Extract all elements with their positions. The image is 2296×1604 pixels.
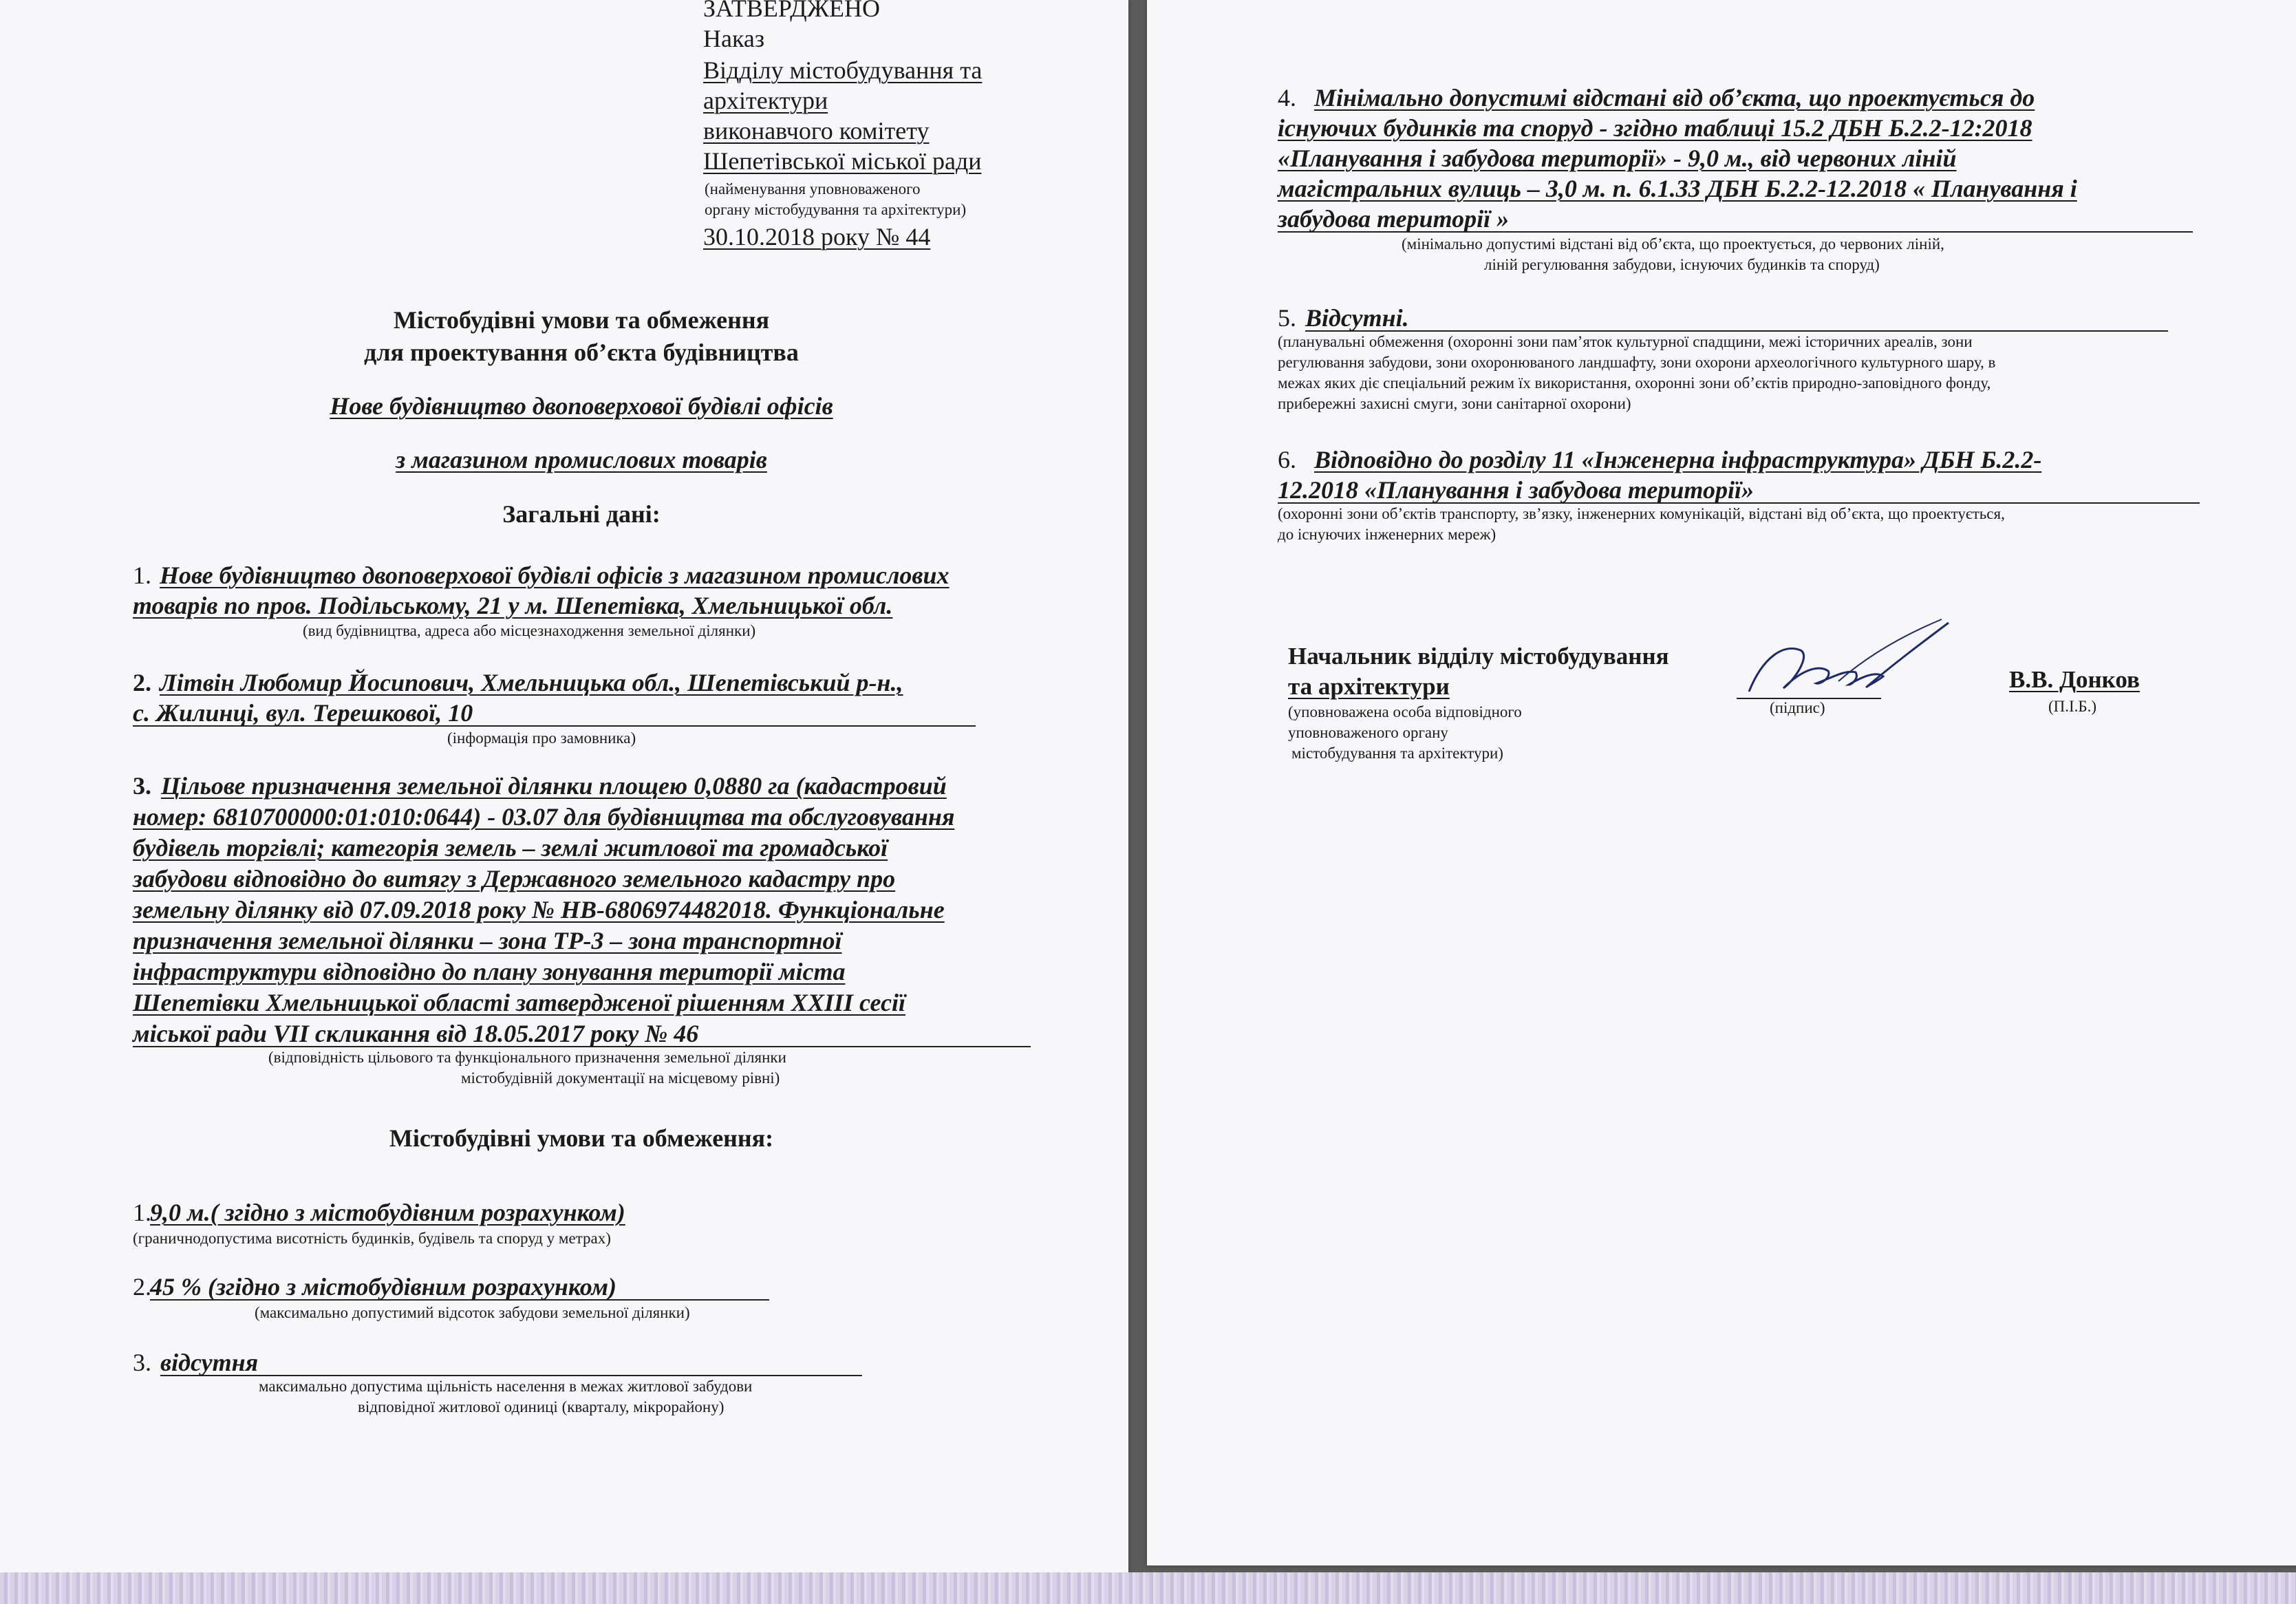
item1-line2: товарів по пров. Подільському, 21 у м. Шепетівка, Хмельницької обл.	[133, 592, 893, 619]
item6-caption2: до існуючих інженерних мереж)	[1278, 526, 1496, 543]
item4-line4: магістральних вулиць – 3,0 м. п. 6.1.33 ДБН Б.2.2-12.2018 « Планування і	[1278, 175, 2077, 202]
item4-number: 4.	[1278, 84, 1296, 111]
item1-line1: Нове будівництво двоповерхової будівлі офісів з магазином промислових	[160, 562, 949, 589]
item3-line6: призначення земельної ділянки – зона ТР-3 – зона транспортної	[133, 927, 842, 954]
condition1-caption: (граничнодопустима висотність будинків, будівель та споруд у метрах)	[133, 1230, 611, 1247]
approval-authority-caption1: (найменування уповноваженого	[705, 180, 921, 197]
condition3-number: 3.	[133, 1349, 151, 1376]
object-name-line2: з магазином промислових товарів	[396, 446, 767, 473]
item4-line1: Мінімально допустимі відстані від об’єкта, що проектується до	[1314, 84, 2035, 111]
condition2-caption: (максимально допустимий відсоток забудови земельної ділянки)	[255, 1304, 690, 1321]
approval-date-number: 30.10.2018 року № 44	[703, 223, 931, 250]
signature-caption: (підпис)	[1770, 699, 1825, 716]
document-page-right	[1147, 0, 2296, 1565]
conditions-heading: Містобудівні умови та обмеження:	[389, 1124, 774, 1152]
item6-caption1: (охоронні зони об’єктів транспорту, зв’язку, інженерних комунікацій, відстані від об’єкта, що проектується,	[1278, 505, 2005, 522]
condition1-value: 9,0 м.( згідно з містобудівним розрахунком)	[150, 1199, 625, 1226]
item6-line2: 12.2018 «Планування і забудова території»	[1278, 475, 2200, 504]
item2-caption: (інформація про замовника)	[447, 729, 636, 747]
approval-authority-line1: Відділу містобудування та	[703, 56, 983, 84]
condition3-caption2: відповідної житлової одиниці (кварталу, мікрорайону)	[358, 1398, 725, 1415]
general-data-heading: Загальні дані:	[502, 500, 661, 528]
scan-bottom-edge	[0, 1572, 2296, 1604]
condition3-value: відсутня	[160, 1347, 862, 1376]
signatory-name-caption: (П.І.Б.)	[2048, 698, 2097, 715]
item3-number: 3.	[133, 772, 151, 800]
item3-line1: Цільове призначення земельної ділянки площею 0,0880 га (кадастровий	[161, 772, 947, 800]
item3-caption1: (відповідність цільового та функціонального призначення земельної ділянки	[268, 1049, 786, 1066]
item3-line5: земельну ділянку від 07.09.2018 року № НВ-6806974482018. Функціональне	[133, 896, 945, 923]
item3-caption2: містобудівній документації на місцевому рівні)	[461, 1069, 780, 1087]
item5-value: Відсутні.	[1305, 303, 2168, 332]
document-title-line1: Містобудівні умови та обмеження	[393, 306, 770, 334]
approval-stamp-heading: ЗАТВЕРДЖЕНО	[703, 0, 880, 22]
handwritten-signature	[1735, 616, 1962, 705]
item5-number: 5.	[1278, 304, 1296, 332]
signatory-caption3: містобудування та архітектури)	[1291, 745, 1503, 762]
item5-caption3: межах яких діє спеціальний режим їх використання, охоронні зони об’єктів природно-заповідного фонду,	[1278, 374, 1991, 392]
item5-caption4: прибережні захисні смуги, зони санітарної охорони)	[1278, 395, 1631, 412]
item3-line9: міської ради VII скликання від 18.05.2017 року № 46	[133, 1018, 1031, 1047]
item3-line3: будівель торгівлі; категорія земель – землі житлової та громадської	[133, 834, 888, 862]
signatory-position-line2: та архітектури	[1288, 673, 1450, 700]
item4-caption2: ліній регулювання забудови, існуючих будинків та споруд)	[1484, 256, 1880, 273]
item3-line8: Шепетівки Хмельницької області затвердженої рішенням XXIII сесії	[133, 989, 905, 1016]
approval-authority-line2: архітектури	[703, 87, 828, 114]
approval-authority-line4: Шепетівської міської ради	[703, 147, 982, 175]
item4-line2: існуючих будинків та споруд - згідно таблиці 15.2 ДБН Б.2.2-12:2018	[1278, 114, 2032, 142]
item3-line4: забудови відповідно до витягу з Державного земельного кадастру про	[133, 865, 896, 892]
signatory-position-line1: Начальник відділу містобудування	[1288, 643, 1669, 670]
signatory-name: В.В. Донков	[2009, 666, 2140, 693]
item1-number: 1.	[133, 562, 151, 589]
approval-authority-caption2: органу містобудування та архітектури)	[705, 201, 967, 218]
item6-number: 6.	[1278, 446, 1296, 473]
item2-line1: Літвін Любомир Йосипович, Хмельницька обл., Шепетівський р-н.,	[160, 669, 903, 696]
approval-order-label: Наказ	[703, 25, 765, 52]
item6-line1: Відповідно до розділу 11 «Інженерна інфраструктура» ДБН Б.2.2-	[1314, 446, 2042, 473]
signatory-caption1: (уповноважена особа відповідного	[1288, 703, 1522, 720]
condition1-number: 1.	[133, 1199, 151, 1226]
item3-line7: інфраструктури відповідно до плану зонування території міста	[133, 958, 846, 985]
condition3-caption1: максимально допустима щільність населення в межах житлової забудови	[259, 1378, 753, 1395]
item4-line3: «Планування і забудова території» - 9,0 м., від червоних ліній	[1278, 145, 1957, 172]
item4-line5: забудова території »	[1278, 204, 2193, 233]
document-page-left	[0, 0, 1128, 1572]
signatory-caption2: уповноваженого органу	[1288, 724, 1448, 741]
document-title-line2: для проектування об’єкта будівництва	[364, 339, 799, 366]
item5-caption1: (планувальні обмеження (охоронні зони пам’яток культурної спадщини, межі історичних ареалів, зони	[1278, 333, 1973, 350]
item1-caption: (вид будівництва, адреса або місцезнаходження земельної ділянки)	[303, 622, 756, 639]
condition2-number: 2.	[133, 1273, 151, 1301]
item4-caption1: (мінімально допустимі відстані від об’єкта, що проектується, до червоних ліній,	[1402, 235, 1944, 253]
item2-line2: с. Жилинці, вул. Терешкової, 10	[133, 698, 976, 727]
condition2-value: 45 % (згідно з містобудівним розрахунком)	[150, 1272, 769, 1301]
approval-authority-line3: виконавчого комітету	[703, 117, 930, 145]
item3-line2: номер: 6810700000:01:010:0644) - 03.07 для будівництва та обслуговування	[133, 803, 955, 831]
item5-caption2: регулювання забудови, зони охоронюваного ландшафту, зони охорони археологічного культурного шару, в	[1278, 354, 1996, 371]
item2-number: 2.	[133, 669, 151, 696]
object-name-line1: Нове будівництво двоповерхової будівлі офісів	[330, 392, 833, 420]
